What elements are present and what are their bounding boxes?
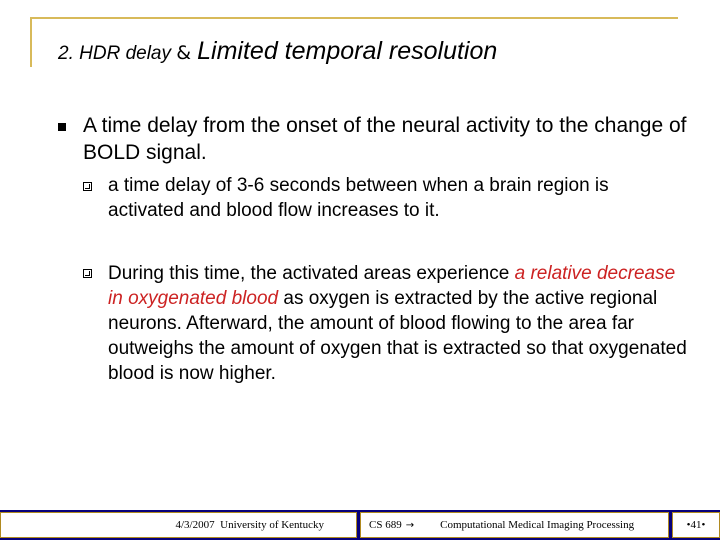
hollow-square-bullet-icon xyxy=(83,269,92,278)
sub-bullet-2-highlight: a relative decrease in oxygenated blood xyxy=(108,263,676,309)
sub-bullet-2-before: During this time, the activated areas experience xyxy=(108,263,515,284)
title-part-1: 2. HDR delay xyxy=(58,43,177,64)
sub-bullet-1-text: a time delay of 3-6 seconds between when a brain region is activated and blood flow increases to it. xyxy=(108,175,609,221)
footer-bar xyxy=(0,510,720,540)
square-bullet-icon xyxy=(58,123,66,131)
slide-title xyxy=(58,38,497,66)
sub-bullet-2-after: as oxygen is extracted by the active regional neurons. Afterward, the amount of blood flowing to the area far outweighs the amount of oxygen that is extracted so that oxygenated blood is now higher. xyxy=(108,288,687,384)
frame-top-line xyxy=(30,17,678,19)
page-number: 41 xyxy=(690,519,702,531)
main-bullet-text: A time delay from the onset of the neural activity to the change of BOLD signal. xyxy=(83,114,687,164)
footer-date-box xyxy=(0,512,357,538)
hollow-square-bullet-icon xyxy=(83,182,92,191)
page-number-suffix: • xyxy=(701,519,706,531)
frame-left-line xyxy=(30,17,32,67)
footer-course: CS 689 xyxy=(369,519,402,531)
footer-institution: University of Kentucky xyxy=(220,519,324,531)
sub-bullet-2-text xyxy=(108,261,688,386)
title-part-2: & xyxy=(176,42,198,64)
arrow-right-icon: → xyxy=(405,519,415,531)
footer-date: 4/3/2007 xyxy=(175,519,215,531)
footer-course-box xyxy=(360,512,669,538)
footer-course-title: Computational Medical Imaging Processing xyxy=(440,519,635,531)
title-part-3: Limited temporal resolution xyxy=(197,37,498,65)
footer-page-box xyxy=(672,512,720,538)
page-number-prefix: • xyxy=(686,519,691,531)
